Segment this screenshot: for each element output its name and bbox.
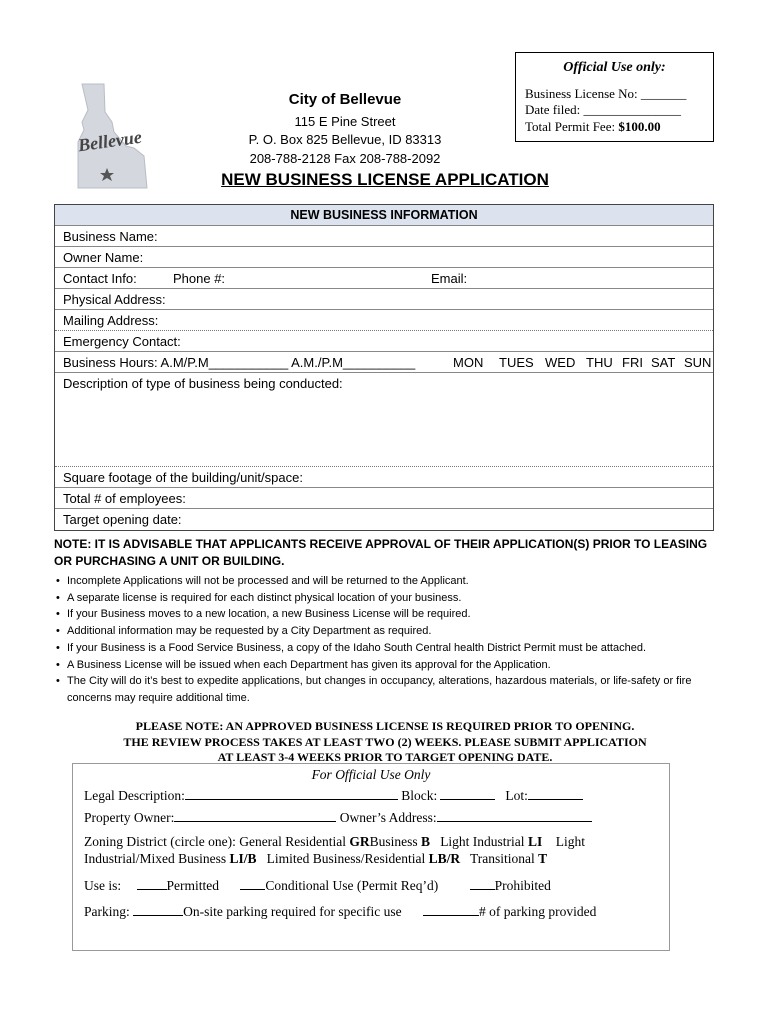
please-note-line-3: AT LEAST 3-4 WEEKS PRIOR TO TARGET OPENING DATE.: [217, 750, 553, 764]
owner-name-field[interactable]: [55, 247, 713, 268]
zoning-district-line-2[interactable]: Industrial/Mixed Business LI/B Limited Business/Residential LB/R Transitional T: [84, 851, 548, 866]
legal-description-row[interactable]: Legal Description: Block: Lot:: [84, 787, 583, 804]
logo-text: Bellevue: [76, 126, 143, 156]
opening-date-label: Target opening date:: [63, 512, 182, 527]
list-item: • Additional information may be requested by a City Department as required.: [56, 625, 432, 638]
day-wed[interactable]: WED: [545, 355, 576, 370]
contact-info-row: [55, 268, 713, 289]
list-item: • Incomplete Applications will not be processed and will be returned to the Applicant.: [56, 575, 469, 587]
city-name: City of Bellevue: [288, 91, 402, 108]
business-hours-label: Business Hours: A.M/P.M___________ A.M./P.M__________: [63, 355, 416, 370]
list-item: • If your Business is a Food Service Business, a copy of the Idaho South Central health District Permit must be attached.: [56, 641, 647, 654]
official-use-box: [515, 52, 714, 142]
list-item: • If your Business moves to a new location, a new Business License will be required.: [56, 608, 471, 621]
email-field[interactable]: Email:: [431, 271, 468, 286]
list-item: • The City will do it’s best to expedite applications, but changes in occupancy, alterations, hazardous materials, or life-safety or fire concerns may require additional time.: [56, 675, 692, 704]
day-tues[interactable]: TUES: [499, 355, 534, 370]
physical-address-label: Physical Address:: [63, 292, 166, 307]
physical-address-field[interactable]: [55, 289, 713, 310]
emergency-contact-field[interactable]: [55, 331, 713, 352]
license-number-field[interactable]: Business License No: _______: [525, 86, 687, 101]
city-logo-idaho-icon: [74, 82, 150, 190]
owner-name-label: Owner Name:: [63, 250, 144, 265]
section-title: NEW BUSINESS INFORMATION: [55, 205, 713, 226]
phone-field[interactable]: Phone #:: [173, 271, 226, 286]
day-thu[interactable]: THU: [586, 355, 613, 370]
emergency-contact-label: Emergency Contact:: [63, 334, 181, 349]
square-footage-field[interactable]: [55, 467, 713, 488]
business-description-field[interactable]: [55, 373, 713, 467]
city-phone-fax: 208-788-2128 Fax 208-788-2092: [249, 151, 441, 166]
date-filed-field[interactable]: Date filed: _______________: [525, 102, 681, 117]
official-use-title: Official Use only:: [563, 60, 666, 75]
day-mon[interactable]: MON: [453, 355, 484, 370]
square-footage-label: Square footage of the building/unit/space:: [63, 470, 303, 485]
rules-list: [54, 573, 734, 707]
employees-field[interactable]: [55, 488, 713, 509]
list-item: • A separate license is required for each distinct physical location of your business.: [56, 591, 462, 604]
advisory-note: NOTE: IT IS ADVISABLE THAT APPLICANTS RECEIVE APPROVAL OF THEIR APPLICATION(S) PRIOR TO LEASING OR PURCHASING A UNIT OR BUILDING.: [54, 537, 708, 568]
business-hours-row[interactable]: [55, 352, 713, 373]
contact-info-label: Contact Info:: [63, 271, 137, 286]
business-info-table: [54, 204, 714, 531]
day-fri[interactable]: FRI: [622, 355, 643, 370]
please-note-line-2: THE REVIEW PROCESS TAKES AT LEAST TWO (2) WEEKS. PLEASE SUBMIT APPLICATION: [123, 735, 647, 749]
official-only-title: For Official Use Only: [311, 767, 431, 782]
mailing-address-field[interactable]: [55, 310, 713, 331]
business-name-label: Business Name:: [63, 229, 158, 244]
parking-row[interactable]: Parking: On-site parking required for specific use # of parking provided: [84, 904, 597, 919]
permit-fee-label: Total Permit Fee:: [525, 119, 619, 134]
business-name-field[interactable]: [55, 226, 713, 247]
city-street: 115 E Pine Street: [294, 114, 396, 129]
zoning-district-line-1[interactable]: Zoning District (circle one): General Residential GRBusiness B Light Industrial LI Light: [84, 834, 585, 849]
use-row[interactable]: Use is: Permitted Conditional Use (Permit Req’d) Prohibited: [84, 878, 551, 893]
mailing-address-label: Mailing Address:: [63, 313, 159, 328]
page-title: NEW BUSINESS LICENSE APPLICATION: [221, 170, 549, 189]
please-note-line-1: PLEASE NOTE: AN APPROVED BUSINESS LICENSE IS REQUIRED PRIOR TO OPENING.: [135, 719, 635, 733]
employees-label: Total # of employees:: [63, 491, 186, 506]
list-item: • A Business License will be issued when each Department has given its approval for the Application.: [56, 658, 551, 671]
permit-fee-line: [525, 119, 661, 135]
day-sun[interactable]: SUN: [684, 355, 712, 370]
permit-fee-value: $100.00: [618, 119, 661, 134]
business-description-label: Description of type of business being conducted:: [63, 376, 343, 391]
city-po-box: P. O. Box 825 Bellevue, ID 83313: [248, 132, 442, 147]
day-sat[interactable]: SAT: [651, 355, 676, 370]
opening-date-field[interactable]: [55, 509, 713, 530]
property-owner-row[interactable]: Property Owner: Owner’s Address:: [84, 809, 592, 826]
official-only-box: [72, 763, 670, 951]
